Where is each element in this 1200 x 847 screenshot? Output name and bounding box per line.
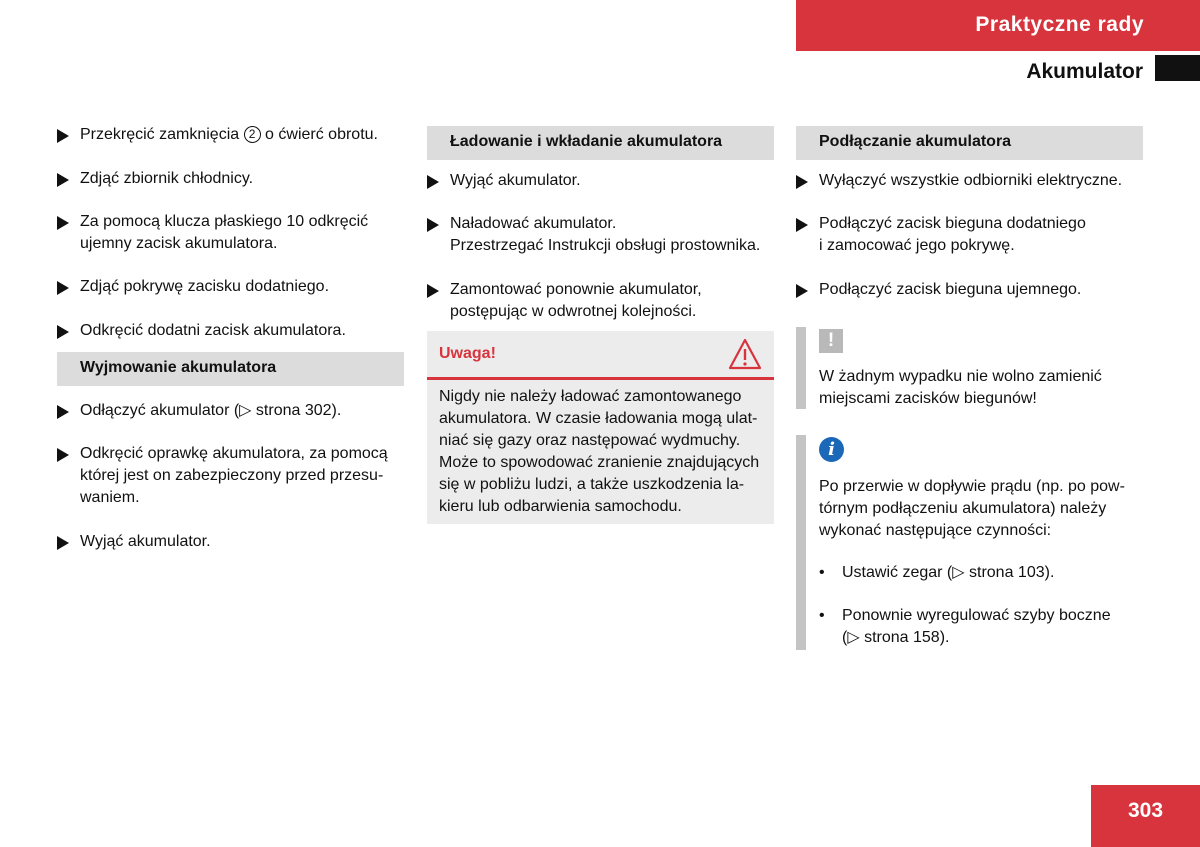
caution-note-text: W żadnym wypadku nie wolno zamienić miejscami zacisków biegunów! <box>819 368 1102 407</box>
triangle-bullet-icon <box>57 216 69 230</box>
note-side-bar <box>796 435 806 650</box>
step-item <box>57 124 404 146</box>
warning-header <box>427 331 774 379</box>
warning-label: Uwaga! <box>439 345 496 362</box>
step-text: Zdjąć pokrywę zacisku dodatniego. <box>80 278 330 295</box>
subtitle-marker-block <box>1155 55 1200 81</box>
warning-triangle-icon <box>728 338 762 370</box>
step-text: Odłączyć akumulator (▷ strona 302). <box>80 402 342 419</box>
warning-text: Nigdy nie należy ładować zamontowanego akumulatora. W czasie ładowania mogą ulat- niać się gazy oraz następować wydmuchy. Może to spowodować zranienie znajdujących się w pobliżu ludzi, a także uszkodzenia la- kieru lub odbarwienia samochodu. <box>439 388 760 515</box>
section-heading <box>57 352 404 386</box>
triangle-bullet-icon <box>57 405 69 419</box>
step-text: Zdjąć zbiornik chłodnicy. <box>80 170 254 187</box>
triangle-bullet-icon <box>57 129 69 143</box>
section-heading-label: Podłączanie akumulatora <box>819 133 1012 150</box>
section-heading <box>427 126 774 160</box>
info-note <box>796 435 1143 650</box>
triangle-bullet-icon <box>427 175 439 189</box>
bullet-text: Ponownie wyregulować szyby boczne (▷ strona 158). <box>842 607 1111 646</box>
warning-box <box>427 331 774 524</box>
section-heading-label: Wyjmowanie akumulatora <box>80 359 277 376</box>
step-text: Wyjąć akumulator. <box>450 172 581 189</box>
bullet-item <box>819 562 1139 584</box>
circled-number-2-icon: 2 <box>244 126 261 143</box>
step-item <box>57 168 404 190</box>
step-item <box>427 279 774 323</box>
triangle-bullet-icon <box>796 284 808 298</box>
info-note-text: Po przerwie w dopływie prądu (np. po pow- tórnym podłączeniu akumulatora) należy wykonać następujące czynności: <box>819 478 1125 539</box>
step-text: Wyłączyć wszystkie odbiorniki elektryczne. <box>819 172 1123 189</box>
triangle-bullet-icon <box>427 284 439 298</box>
step-text: Wyjąć akumulator. <box>80 533 211 550</box>
page-number: 303 <box>1127 799 1164 822</box>
page-number-tab <box>1091 785 1200 847</box>
bullet-dot-icon: • <box>819 564 825 581</box>
section-header-bar <box>796 0 1200 51</box>
step-text: Odkręcić dodatni zacisk akumulatora. <box>80 322 346 339</box>
section-heading-label: Ładowanie i wkładanie akumulatora <box>450 133 723 150</box>
step-item <box>796 170 1143 192</box>
exclamation-icon: ! <box>819 329 843 353</box>
step-text: Podłączyć zacisk bieguna dodatniego i zamocować jego pokrywę. <box>819 215 1086 254</box>
step-item <box>57 443 404 509</box>
bullet-dot-icon: • <box>819 607 825 624</box>
triangle-bullet-icon <box>57 173 69 187</box>
step-text: Naładować akumulator. Przestrzegać Instrukcji obsługi prostownika. <box>450 215 761 254</box>
step-text: Podłączyć zacisk bieguna ujemnego. <box>819 281 1082 298</box>
step-text: Za pomocą klucza płaskiego 10 odkręcić ujemny zacisk akumulatora. <box>80 213 369 252</box>
info-icon: i <box>819 437 844 462</box>
caution-note <box>796 327 1143 409</box>
warning-divider <box>427 377 774 380</box>
step-text: Zamontować ponownie akumulator, postępując w odwrotnej kolejności. <box>450 281 702 320</box>
step-item <box>796 213 1143 257</box>
bullet-item <box>819 605 1139 649</box>
step-item <box>57 320 404 342</box>
triangle-bullet-icon <box>57 536 69 550</box>
triangle-bullet-icon <box>427 218 439 232</box>
triangle-bullet-icon <box>57 281 69 295</box>
note-side-bar <box>796 327 806 409</box>
step-item <box>796 279 1143 301</box>
step-item <box>57 400 404 422</box>
triangle-bullet-icon <box>796 175 808 189</box>
section-title: Praktyczne rady <box>975 13 1144 36</box>
section-heading <box>796 126 1143 160</box>
step-item <box>57 531 404 553</box>
step-text: Odkręcić oprawkę akumulatora, za pomocą której jest on zabezpieczony przed przesu- waniem. <box>80 445 388 506</box>
page-subtitle: Akumulator <box>1026 60 1143 83</box>
step-item <box>57 276 404 298</box>
bullet-text: Ustawić zegar (▷ strona 103). <box>842 564 1055 581</box>
step-item <box>57 211 404 255</box>
triangle-bullet-icon <box>796 218 808 232</box>
triangle-bullet-icon <box>57 325 69 339</box>
step-item <box>427 213 774 257</box>
triangle-bullet-icon <box>57 448 69 462</box>
step-item <box>427 170 774 192</box>
step-text: Przekręcić zamknięcia 2 o ćwierć obrotu. <box>80 126 378 143</box>
